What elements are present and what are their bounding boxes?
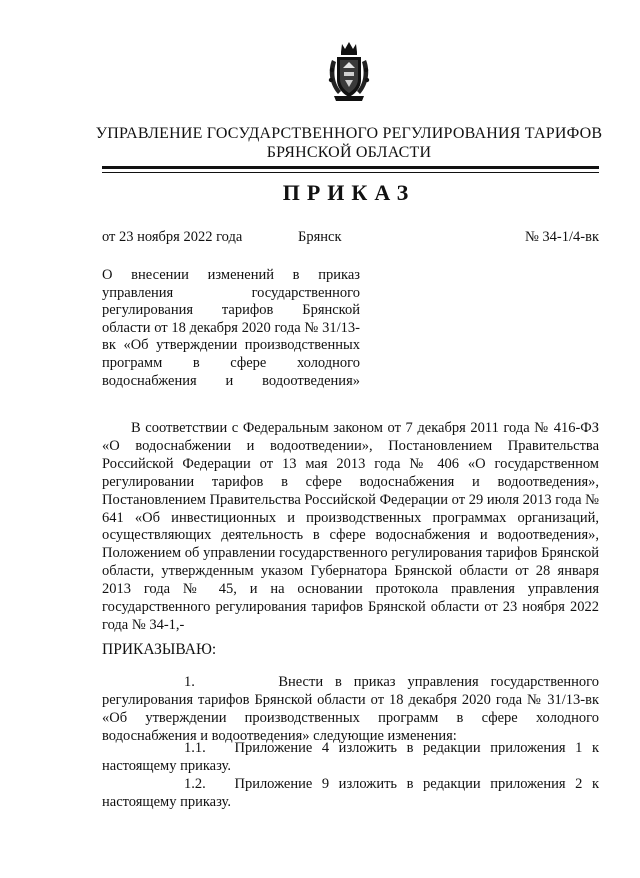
legal-basis-paragraph: В соответствии с Федеральным законом от 7 декабря 2011 года № 416-ФЗ «О водоснабжении и водоотведении», Постановлением Правительства Российской Федерации от 13 мая 2013 года № 406 «О государственном регулировании тарифов в сфере водоснабжения и водоотведения», Постановлением Правительства Российской Федерации от 29 июля 2013 года № 641 «Об инвестиционных и производственных программах организаций, осуществляющих деятельность в сфере водоснабжения и водоотведения», Положением об управлении государственного регулирования тарифов Брянской области, утвержденным указом Губернатора Брянской области от 28 января 2013 года № 45, и на основании протокола правления управления государственного регулирования тарифов Брянской области от 23 ноября 2022 года № 34-1,- [102, 420, 599, 633]
order-item-1-1 [102, 740, 599, 776]
header-divider-thick [102, 166, 599, 169]
item-text: Приложение 9 изложить в редакции приложения 2 к настоящему приказу. [102, 776, 599, 810]
document-subject: О внесении изменений в приказ управления государственного регулирования тарифов Брянской области от 18 декабря 2020 года № 31/13-вк «Об утверждении производственных программ в сфере холодного водоснабжения и водоотведения» [102, 267, 360, 389]
item-number: 1.2. [184, 776, 206, 792]
order-keyword: ПРИКАЗЫВАЮ: [102, 641, 217, 658]
document-date: от 23 ноября 2022 года [102, 229, 243, 245]
organization-name-line2: БРЯНСКОЙ ОБЛАСТИ [266, 144, 432, 161]
coat-of-arms-emblem [326, 40, 372, 104]
order-item-1-2 [102, 776, 599, 812]
order-item-1 [102, 674, 599, 746]
organization-name-line1: УПРАВЛЕНИЕ ГОСУДАРСТВЕННОГО РЕГУЛИРОВАНИЯ ТАРИФОВ [95, 125, 603, 142]
header-divider-thin [102, 172, 599, 173]
item-text: Внести в приказ управления государственного регулирования тарифов Брянской области от 18 декабря 2020 года № 31/13-вк «Об утверждении производственных программ в сфере холодного водоснабжения и водоотведения» следующие изменения: [102, 674, 600, 744]
item-number: 1. [184, 674, 195, 690]
document-type-title: ПРИКАЗ [282, 180, 416, 205]
document-city: Брянск [298, 229, 342, 245]
item-text: Приложение 4 изложить в редакции приложения 1 к настоящему приказу. [102, 740, 599, 774]
item-number: 1.1. [184, 740, 206, 756]
document-number: № 34-1/4-вк [524, 229, 599, 245]
